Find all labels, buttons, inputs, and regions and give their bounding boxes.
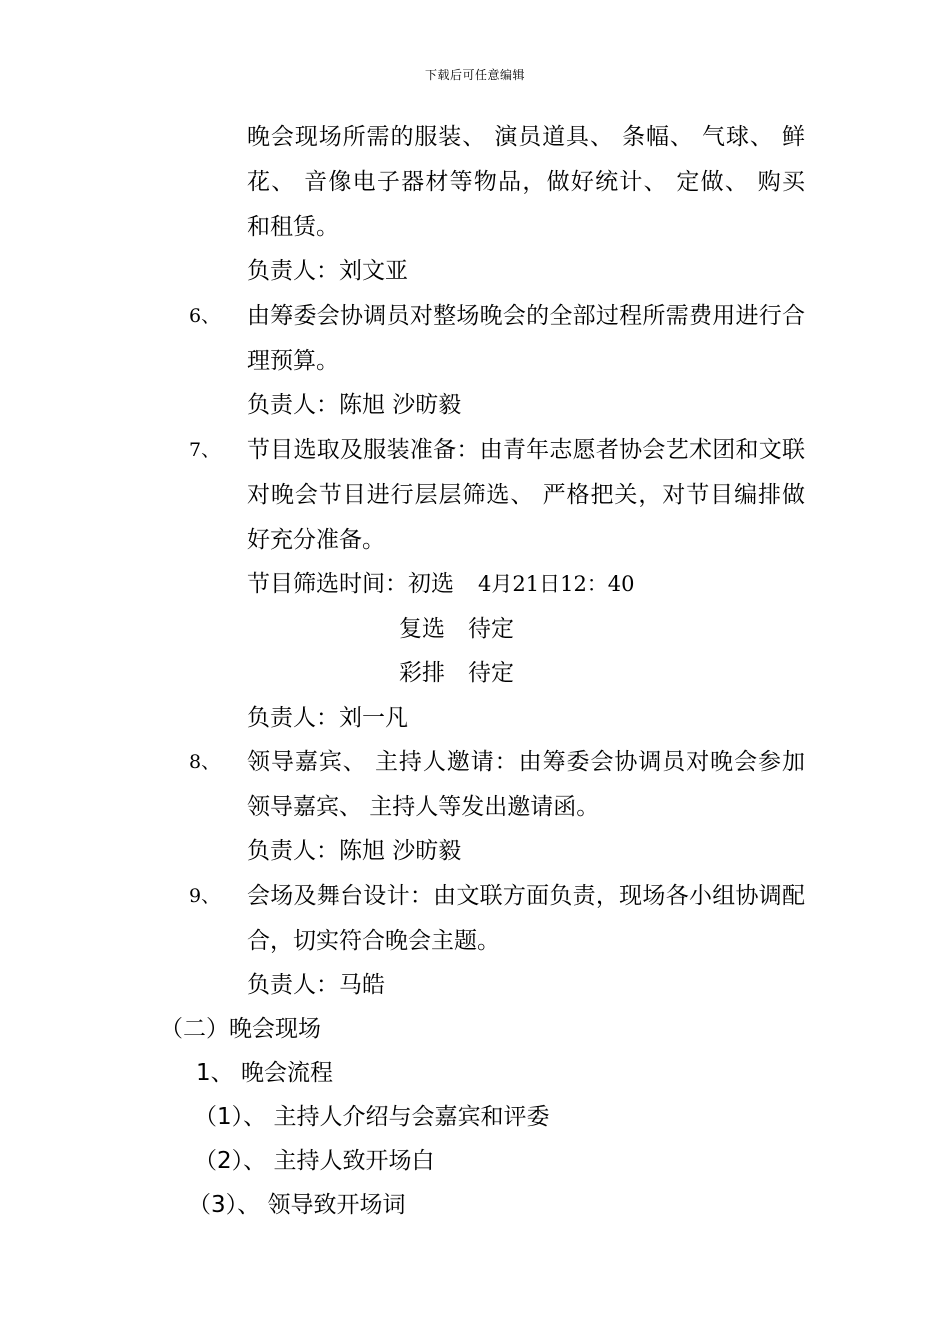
paragraph-line: 节目选取及服装准备：由青年志愿者协会艺术团和文联 (247, 437, 805, 463)
paragraph-line: 会场及舞台设计：由文联方面负责，现场各小组协调配 (247, 883, 805, 909)
item-number: 9、 (189, 885, 221, 907)
flow-step: （3）、 领导致开场词 (188, 1192, 406, 1218)
schedule-time: 4月21日12：40 (478, 572, 635, 596)
page-header: 下载后可任意编辑 (424, 68, 525, 82)
paragraph-line: 对晚会节目进行层层筛选、 严格把关，对节目编排做 (247, 482, 805, 508)
item-number: 7、 (189, 439, 221, 461)
paragraph-line: 领导嘉宾、 主持人等发出邀请函。 (247, 794, 600, 820)
schedule-label: 节目筛选时间：初选 (247, 571, 454, 597)
schedule-item: 彩排 待定 (399, 660, 514, 686)
subsection-heading: 1、 晚会流程 (196, 1060, 333, 1086)
responsible-person: 负责人：马皓 (247, 972, 385, 998)
item-number: 6、 (189, 305, 221, 327)
item-number: 8、 (189, 751, 221, 773)
paragraph-line: 晚会现场所需的服装、 演员道具、 条幅、 气球、 鲜 (247, 124, 805, 150)
flow-step: （1）、 主持人介绍与会嘉宾和评委 (194, 1104, 550, 1130)
paragraph-line: 花、 音像电子器材等物品，做好统计、 定做、 购买 (247, 169, 805, 195)
responsible-person: 负责人：陈旭 沙昉毅 (247, 392, 462, 418)
section-heading: （二）晚会现场 (160, 1016, 321, 1042)
paragraph-line: 领导嘉宾、 主持人邀请：由筹委会协调员对晚会参加 (247, 749, 805, 775)
responsible-person: 负责人：陈旭 沙昉毅 (247, 838, 462, 864)
schedule-item: 复选 待定 (399, 616, 514, 642)
paragraph-line: 和租赁。 (247, 214, 339, 240)
paragraph-line: 好充分准备。 (247, 527, 385, 553)
flow-step: （2）、 主持人致开场白 (194, 1148, 435, 1174)
paragraph-line: 合，切实符合晚会主题。 (247, 928, 500, 954)
paragraph-line: 理预算。 (247, 348, 339, 374)
paragraph-line: 由筹委会协调员对整场晚会的全部过程所需费用进行合 (247, 303, 805, 329)
responsible-person: 负责人：刘文亚 (247, 258, 408, 284)
responsible-person: 负责人：刘一凡 (247, 705, 408, 731)
